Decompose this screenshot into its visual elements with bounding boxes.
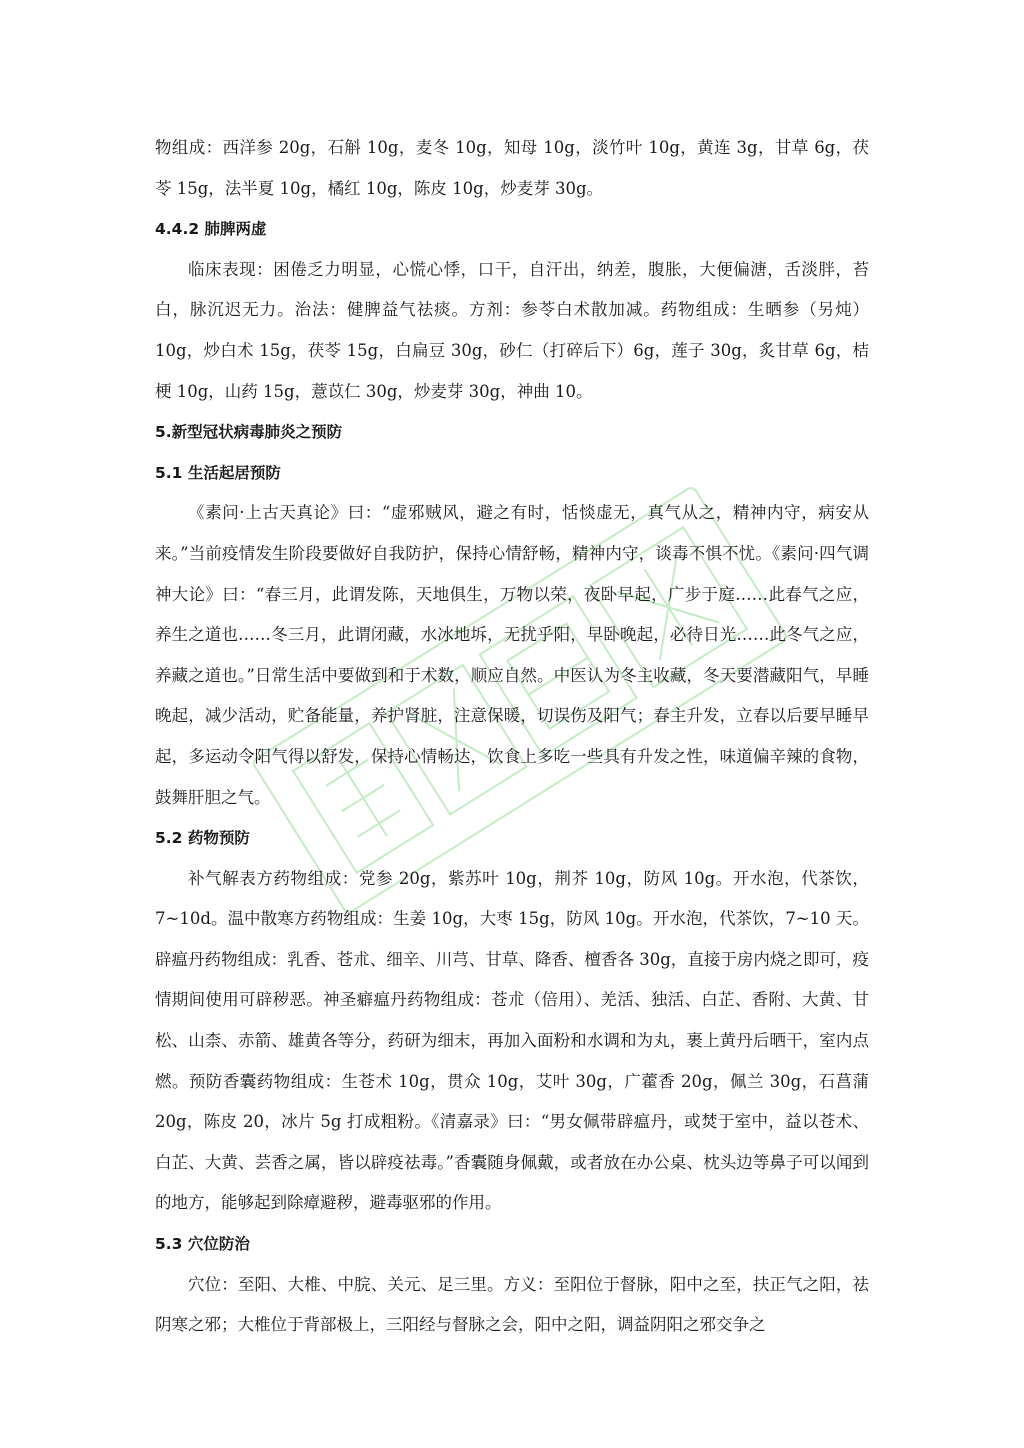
section-heading: 5.新型冠状病毒肺炎之预防: [155, 423, 343, 442]
document-body: [155, 128, 869, 1346]
paragraph: 补气解表方药物组成：党参 20g，紫苏叶 10g，荆芥 10g，防风 10g。开水泡，代茶饮，7~10d。温中散寒方药物组成：生姜 10g，大枣 15g，防风 10g。开水泡，代茶饮，7~10 天。辟瘟丹药物组成：乳香、苍朮、细辛、川芎、甘草、降香、檀香各 30g，直接于房内烧之即可，疫情期间使用可辟秽恶。神圣癖瘟丹药物组成：苍朮（倍用）、羌活、独活、白芷、香附、大黄、甘松、山柰、赤箭、雄黄各等分，药研为细末，再加入面粉和水调和为丸，裹上黄丹后晒干，室内点燃。预防香囊药物组成：生苍术 10g，贯众 10g，艾叶 30g，广藿香 20g，佩兰 30g，石菖蒲 20g，陈皮 20，冰片 5g 打成粗粉。《清嘉录》曰：“男女佩带辟瘟丹，或焚于室中，益以苍术、白芷、大黄、芸香之属，皆以辟疫祛毒。”香囊随身佩戴，或者放在办公桌、枕头边等鼻子可以闻到的地方，能够起到除瘴避秽，避毒驱邪的作用。: [155, 868, 869, 1213]
paragraph: 穴位：至阳、大椎、中脘、关元、足三里。方义：至阳位于督脉，阳中之至，扶正气之阳，祛阴寒之邪；大椎位于背部极上，三阳经与督脉之会，阳中之阳，调益阴阳之邪交争之: [155, 1274, 869, 1335]
paragraph: 临床表现：困倦乏力明显，心慌心悸，口干，自汗出，纳差，腹胀，大便偏溏，舌淡胖，苔白，脉沉迟无力。治法：健脾益气祛痰。方剂：参苓白术散加减。药物组成：生晒参（另炖）10g，炒白术 15g，茯苓 15g，白扁豆 30g，砂仁（打碎后下）6g，莲子 30g，炙甘草 6g，桔梗 10g，山药 15g，薏苡仁 30g，炒麦芽 30g，神曲 10。: [155, 259, 869, 401]
paragraph: 《素问·上古天真论》曰：“虚邪贼风，避之有时，恬惔虚无，真气从之，精神内守，病安从来。”当前疫情发生阶段要做好自我防护，保持心情舒畅，精神内守，谈毒不惧不忧。《素问·四气调神大论》曰：“春三月，此谓发陈，天地俱生，万物以荣，夜卧早起，广步于庭……此春气之应，养生之道也……冬三月，此谓闭藏，水冰地坼，无扰乎阳，早卧晚起，必待日光……此冬气之应，养藏之道也。”日常生活中要做到和于术数，顺应自然。中医认为冬主收藏，冬天要潜藏阳气，早睡晚起，减少活动，贮备能量，养护肾脏，注意保暖，切误伤及阳气；春主升发，立春以后要早睡早起，多运动令阳气得以舒发，保持心情畅达，饮食上多吃一些具有升发之性，味道偏辛辣的食物，鼓舞肝胆之气。: [155, 503, 869, 807]
section-heading: 5.1 生活起居预防: [155, 463, 281, 482]
section-heading: 5.2 药物预防: [155, 829, 250, 848]
section-heading: 5.3 穴位防治: [155, 1235, 250, 1254]
section-heading: 4.4.2 肺脾两虚: [155, 220, 267, 239]
paragraph: 物组成：西洋参 20g，石斛 10g，麦冬 10g，知母 10g，淡竹叶 10g，黄连 3g，甘草 6g，茯苓 15g，法半夏 10g，橘红 10g，陈皮 10g，炒麦芽 30g。: [155, 138, 869, 198]
